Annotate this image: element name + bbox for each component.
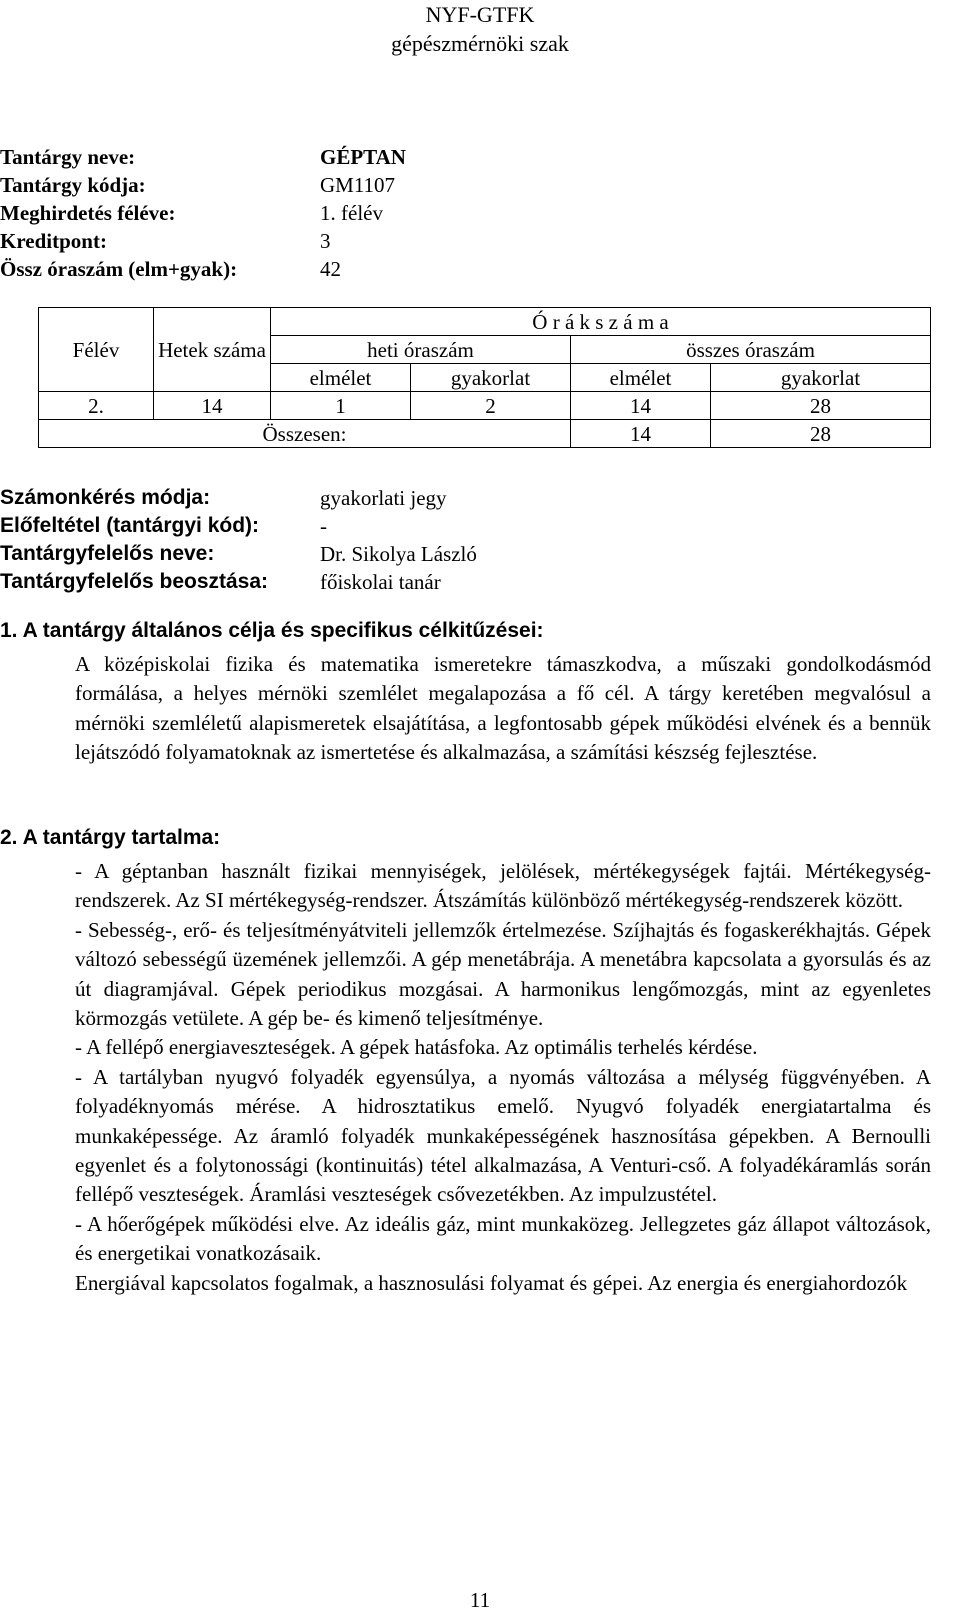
section1-paragraph: A középiskolai fizika és matematika ismeretekre támaszkodva, a műszaki gondolkodásmód formálása, a helyes mérnöki szemlélet megalapozása a fő cél. A tárgy keretében megvalósul a mérnöki szemléletű alapismeretek elsajátítása, a legfontosabb gépek működési elvének és a bennük lejátszódó folyamatoknak az ismertetése és alkalmazása, a számítási készség fejlesztése. — [75, 652, 931, 765]
col-ossz-elmelet: elmélet — [571, 364, 711, 392]
section2-paragraph: - A géptanban használt fizikai mennyiségek, jelölések, mértékegységek fajtái. Mértékegység-rendszerek. Az SI mértékegység-rendszer. Átszámítás különböző mértékegység-rendszerek között. — [75, 859, 931, 913]
total-label: Összesen: — [39, 420, 571, 448]
total-elm: 14 — [571, 420, 711, 448]
total-hours-label: Össz óraszám (elm+gyak): — [0, 257, 238, 281]
col-orak-szama: Ó r á k s z á m a — [271, 308, 931, 336]
subject-name-value: GÉPTAN — [320, 145, 406, 169]
subject-code-value: GM1107 — [320, 173, 396, 197]
total-hours-value: 42 — [320, 257, 341, 281]
prereq-label: Előfeltétel (tantárgyi kód): — [0, 514, 260, 537]
section2-paragraph: - A fellépő energiaveszteségek. A gépek hatásfoka. Az optimális terhelés kérdése. — [75, 1035, 758, 1060]
cell-ossz-elm: 14 — [571, 392, 711, 420]
cell-heti-gyak: 2 — [411, 392, 571, 420]
section2-body — [75, 857, 931, 1298]
hours-table — [38, 307, 931, 448]
table-row — [39, 392, 931, 420]
page-number: 11 — [469, 1588, 491, 1612]
credit-label: Kreditpont: — [0, 229, 107, 253]
document-header — [0, 0, 960, 58]
section2-paragraph: - Sebesség-, erő- és teljesítményátviteli jellemzők értelmezése. Szíjhajtás és fogaskerékhajtás. Gépek változó sebességű üzemének jellemzői. A gép menetábrája. A menetábra kapcsolata a gyorsulás és az út diagramjával. Gépek periodikus mozgásai. A harmonikus lengőmozgás, mint az egyenletes körmozgás vetülete. A gép be- és kimenő teljesítménye. — [75, 917, 931, 1031]
total-gyak: 28 — [711, 420, 931, 448]
position-label: Tantárgyfelelős beosztása: — [0, 570, 269, 593]
cell-heti-elm: 1 — [271, 392, 411, 420]
position-value: főiskolai tanár — [320, 570, 441, 594]
section2-paragraph: - A hőerőgépek működési elve. Az ideális gáz, mint munkaközeg. Jellegzetes gáz állapot változások, és energetikai vonatkozásaik. — [75, 1211, 931, 1266]
col-felev: Félév — [39, 308, 154, 392]
col-heti-oraszam: heti óraszám — [271, 336, 571, 364]
col-ossz-gyakorlat: gyakorlat — [711, 364, 931, 392]
subject-name-label: Tantárgy neve: — [0, 145, 136, 169]
program-name: gépészmérnöki szak — [391, 31, 569, 56]
responsible-value: Dr. Sikolya László — [320, 542, 477, 566]
col-heti-elmelet: elmélet — [271, 364, 411, 392]
semester-value: 1. félév — [320, 201, 383, 225]
cell-ossz-gyak: 28 — [711, 392, 931, 420]
subject-code-label: Tantárgy kódja: — [0, 173, 146, 197]
semester-label: Meghirdetés féléve: — [0, 201, 176, 225]
cell-hetek: 14 — [154, 392, 271, 420]
col-heti-gyakorlat: gyakorlat — [411, 364, 571, 392]
section2-title: 2. A tantárgy tartalma: — [0, 826, 221, 849]
section2-paragraph: - A tartályban nyugvó folyadék egyensúlya, a nyomás változása a mélység függvényében. A folyadéknyomás mérése. A hidrosztatikus emelő. Nyugvó folyadék energiatartalma és munkaképessége. Az áramló folyadék munkaképességének hasznosítása gépekben. A Bernoulli egyenlet és a folytonossági (kontinuitás) tétel alkalmazása, A Venturi-cső. A folyadékáramlás során fellépő veszteségek. Áramlási veszteségek csővezetékben. Az impulzustétel. — [75, 1064, 931, 1207]
credit-value: 3 — [320, 229, 331, 253]
section1-title: 1. A tantárgy általános célja és specifikus célkitűzései: — [0, 619, 544, 642]
institution-code: NYF-GTFK — [425, 2, 535, 27]
col-hetek: Hetek száma — [154, 308, 271, 392]
section1-body — [75, 650, 931, 768]
exam-mode-value: gyakorlati jegy — [320, 486, 447, 510]
col-osszes-oraszam: összes óraszám — [571, 336, 931, 364]
table-total-row — [39, 420, 931, 448]
exam-mode-label: Számonkérés módja: — [0, 486, 211, 509]
section2-paragraph: Energiával kapcsolatos fogalmak, a hasznosulási folyamat és gépei. Az energia és energiahordozók — [75, 1270, 908, 1295]
prereq-value: - — [320, 514, 327, 538]
responsible-label: Tantárgyfelelős neve: — [0, 542, 215, 565]
cell-felev: 2. — [39, 392, 154, 420]
